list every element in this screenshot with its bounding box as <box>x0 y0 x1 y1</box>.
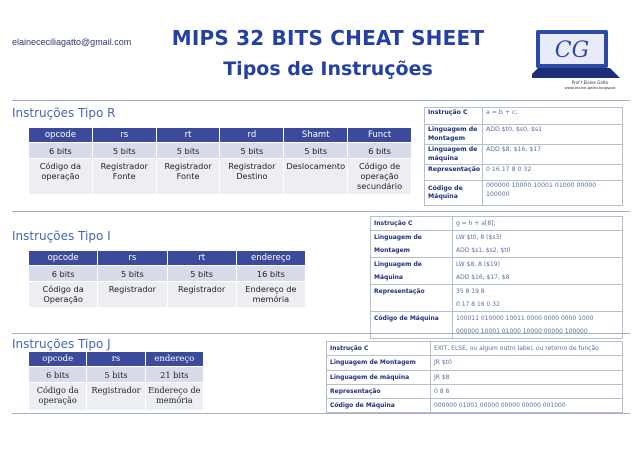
info-label: Linguagem de máquina <box>425 145 483 165</box>
info-table-i <box>370 216 623 339</box>
divider <box>12 333 630 334</box>
info-value: 100011 010000 10011 0000 0000 0000 1000 <box>453 312 623 326</box>
info-label: Representação <box>371 285 453 299</box>
bits-cell: 21 bits <box>145 367 203 383</box>
info-value: 0 8 8 <box>431 385 623 399</box>
info-value: 0 16 17 8 0 32 <box>483 165 623 181</box>
divider <box>12 100 630 101</box>
bits-cell: 5 bits <box>87 367 145 383</box>
col-header: rs <box>87 352 145 367</box>
desc-cell: Registrador <box>167 282 236 308</box>
info-value: ADD $t0, $s0, $s1 <box>483 125 623 145</box>
info-value: LW $t0, 8 ($s3) <box>453 231 623 245</box>
info-label: Linguagem de <box>371 258 453 272</box>
format-table-j <box>28 351 204 411</box>
info-table-r <box>424 107 623 206</box>
format-table-i <box>28 250 306 308</box>
section-title-j: Instruções Tipo J <box>12 337 111 351</box>
col-header: Shamt <box>284 128 348 143</box>
info-label: Representação <box>327 385 431 399</box>
bits-cell: 6 bits <box>348 143 412 159</box>
logo-caption-1: Prof.ª Elaine Gatto <box>571 80 609 85</box>
info-label: Montagem <box>371 244 453 258</box>
info-label: Máquina <box>371 271 453 285</box>
info-label-empty <box>371 298 453 312</box>
desc-cell: Endereço de memória <box>236 282 305 308</box>
info-value: EXIT, ELSE, ou algum outro label, ou retorno de função <box>431 342 623 356</box>
desc-cell: Registrador Destino <box>220 159 284 195</box>
desc-cell: Código da operação <box>29 159 93 195</box>
bits-cell: 5 bits <box>167 266 236 282</box>
bits-cell: 6 bits <box>29 367 87 383</box>
info-value: LW $8, 8 ($19) <box>453 258 623 272</box>
info-value: 000000 10000 10001 01000 00000 100000 <box>483 181 623 206</box>
info-value: 35 8 19 8 <box>453 285 623 299</box>
info-value: JR $8 <box>431 371 623 385</box>
col-header: rs <box>92 128 156 143</box>
desc-cell: Código da operação <box>29 383 87 411</box>
desc-cell: Código da Operação <box>29 282 98 308</box>
bits-cell: 5 bits <box>220 143 284 159</box>
desc-cell: Endereço de memória <box>145 383 203 411</box>
bits-cell: 16 bits <box>236 266 305 282</box>
info-value: 000000 10001 01000 10000 00000 100000 <box>453 325 623 339</box>
desc-cell: Código de operação secundário <box>348 159 412 195</box>
info-value: JR $t0 <box>431 356 623 371</box>
page-title: MIPS 32 BITS CHEAT SHEET <box>171 26 485 50</box>
author-email: elainececiliagatto@gmail.com <box>12 37 132 47</box>
info-label: Representação <box>425 165 483 181</box>
bits-cell: 5 bits <box>98 266 167 282</box>
info-label: Código de Máquina <box>371 312 453 326</box>
info-label: Código de Máquina <box>327 399 431 413</box>
section-title-i: Instruções Tipo I <box>12 229 111 243</box>
col-header: rs <box>98 251 167 266</box>
col-header: endereço <box>236 251 305 266</box>
divider <box>12 211 630 212</box>
section-title-r: Instruções Tipo R <box>12 106 116 120</box>
logo-monogram: CG <box>554 38 590 63</box>
info-label: Linguagem de <box>371 231 453 245</box>
logo-caption-2: www.elaine-gatto.blogspot <box>564 85 616 90</box>
bits-cell: 5 bits <box>284 143 348 159</box>
col-header: opcode <box>29 128 93 143</box>
desc-cell: Registrador Fonte <box>156 159 220 195</box>
info-label: Código de Máquina <box>425 181 483 206</box>
page-subtitle: Tipos de Instruções <box>223 58 433 80</box>
desc-cell: Registrador Fonte <box>92 159 156 195</box>
desc-cell: Deslocamento <box>284 159 348 195</box>
info-value: ADD $16, $17, $8 <box>453 271 623 285</box>
info-table-j <box>326 341 623 413</box>
col-header: rt <box>156 128 220 143</box>
desc-cell: Registrador <box>98 282 167 308</box>
bits-cell: 5 bits <box>92 143 156 159</box>
col-header: endereço <box>145 352 203 367</box>
col-header: rd <box>220 128 284 143</box>
col-header: Funct <box>348 128 412 143</box>
info-value: 000000 01001 00000 00000 00000 001000 <box>431 399 623 413</box>
info-value: 0 17 8 16 0 32 <box>453 298 623 312</box>
author-logo <box>532 28 620 90</box>
info-value: ADD $s1, $s2, $t0 <box>453 244 623 258</box>
bits-cell: 5 bits <box>156 143 220 159</box>
bits-cell: 6 bits <box>29 266 98 282</box>
info-label: Instrução C <box>371 217 453 231</box>
info-label: Instrução C <box>425 108 483 125</box>
col-header: opcode <box>29 352 87 367</box>
format-table-r <box>28 127 412 195</box>
col-header: opcode <box>29 251 98 266</box>
bits-cell: 6 bits <box>29 143 93 159</box>
col-header: rt <box>167 251 236 266</box>
info-value: a = b + c; <box>483 108 623 125</box>
info-label: Linguagem de Montagem <box>327 356 431 371</box>
info-label: Instrução C <box>327 342 431 356</box>
divider <box>12 413 630 414</box>
info-label: Linguagem de máquina <box>327 371 431 385</box>
desc-cell: Registrador <box>87 383 145 411</box>
info-value: g = h + a[8]; <box>453 217 623 231</box>
info-label-empty <box>371 325 453 339</box>
info-value: ADD $8, $16, $17 <box>483 145 623 165</box>
info-label: Linguagem de Montagem <box>425 125 483 145</box>
